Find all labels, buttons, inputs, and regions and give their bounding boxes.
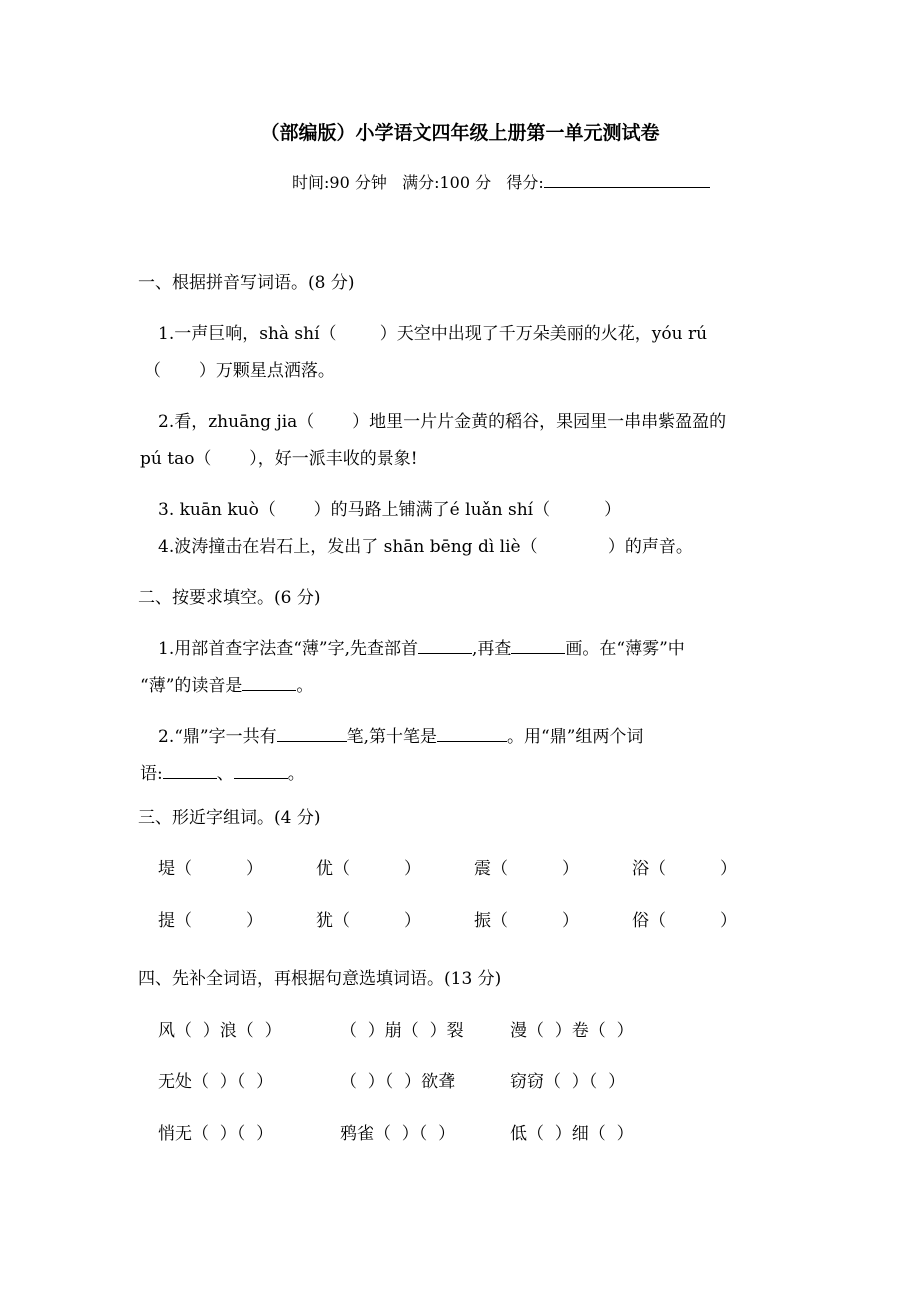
full-score: 满分:100 分 — [402, 173, 492, 192]
s2-q1-text-e: 。 — [296, 676, 314, 696]
s1-q2-line1: 2.看，zhuāng jia（ ）地里一片片金黄的稻谷，果园里一串串紫盈盈的 — [158, 412, 727, 432]
s2-q2-text-b: 笔,第十笔是 — [346, 727, 438, 747]
s4-item: （ ）（ ）欲聋 — [340, 1072, 456, 1092]
section-2-heading: 二、按要求填空。(6 分) — [138, 588, 321, 608]
s2-q2-text-e: 、 — [216, 764, 234, 784]
s3-item: 犹（ ） — [316, 911, 422, 931]
s3-item: 震（ ） — [474, 859, 580, 879]
s3-item: 提（ ） — [158, 911, 264, 931]
s4-item: 漫（ ）卷（ ） — [510, 1021, 634, 1041]
exam-info — [292, 172, 710, 194]
s1-q1-line1: 1.一声巨响，shà shí（ ）天空中出现了千万朵美丽的火花，yóu rú — [158, 324, 708, 344]
time-limit: 时间:90 分钟 — [292, 173, 387, 192]
s2-q1-line2 — [140, 675, 313, 697]
s2-q1-text-a: 1.用部首查字法查“薄”字,先查部首 — [158, 639, 419, 659]
s2-q2-text-c: 。用“鼎”组两个词 — [507, 727, 644, 747]
fill-blank — [437, 726, 507, 742]
s4-item: 悄无（ ）（ ） — [158, 1124, 274, 1144]
s2-q1-text-c: 画。在“薄雾”中 — [565, 639, 685, 659]
s2-q2-text-f: 。 — [287, 764, 305, 784]
fill-blank — [277, 726, 347, 742]
s2-q2-line1 — [158, 726, 643, 748]
s2-q1-line1 — [158, 638, 685, 660]
s4-item: 低（ ）细（ ） — [510, 1124, 634, 1144]
fill-blank — [511, 638, 565, 654]
s4-item: 窃窃（ ）（ ） — [510, 1072, 626, 1092]
fill-blank — [242, 675, 296, 691]
s2-q2-text-d: 语: — [140, 764, 163, 784]
s3-item: 优（ ） — [316, 859, 422, 879]
score-label: 得分: — [506, 173, 544, 192]
s3-item: 堤（ ） — [158, 859, 264, 879]
s4-item: （ ）崩（ ）裂 — [340, 1021, 464, 1041]
fill-blank — [234, 763, 288, 779]
exam-title: （部编版）小学语文四年级上册第一单元测试卷 — [260, 122, 660, 144]
s1-q2-line2: pú tao（ ），好一派丰收的景象! — [140, 449, 418, 469]
fill-blank — [163, 763, 217, 779]
s3-item: 振（ ） — [474, 911, 580, 931]
s4-item: 鸦雀（ ）（ ） — [340, 1124, 456, 1144]
s2-q1-text-b: ,再查 — [472, 639, 512, 659]
s4-item: 风（ ）浪（ ） — [158, 1021, 282, 1041]
s2-q2-text-a: 2.“鼎”字一共有 — [158, 727, 277, 747]
s4-item: 无处（ ）（ ） — [158, 1072, 274, 1092]
s2-q2-line2 — [140, 763, 305, 785]
s2-q1-text-d: “薄”的读音是 — [140, 676, 243, 696]
section-4-heading: 四、先补全词语，再根据句意选填词语。(13 分) — [138, 969, 502, 989]
fill-blank — [418, 638, 472, 654]
s3-item: 浴（ ） — [632, 859, 738, 879]
s1-q1-line2: （ ）万颗星点洒落。 — [144, 361, 335, 381]
s3-item: 俗（ ） — [632, 911, 738, 931]
s1-q3: 3. kuān kuò（ ）的马路上铺满了é luǎn shí（ ） — [158, 500, 622, 520]
score-blank — [544, 172, 710, 188]
section-1-heading: 一、根据拼音写词语。(8 分) — [138, 273, 355, 293]
s1-q4: 4.波涛撞击在岩石上，发出了 shān bēng dì liè（ ）的声音。 — [158, 537, 693, 557]
section-3-heading: 三、形近字组词。(4 分) — [138, 808, 321, 828]
